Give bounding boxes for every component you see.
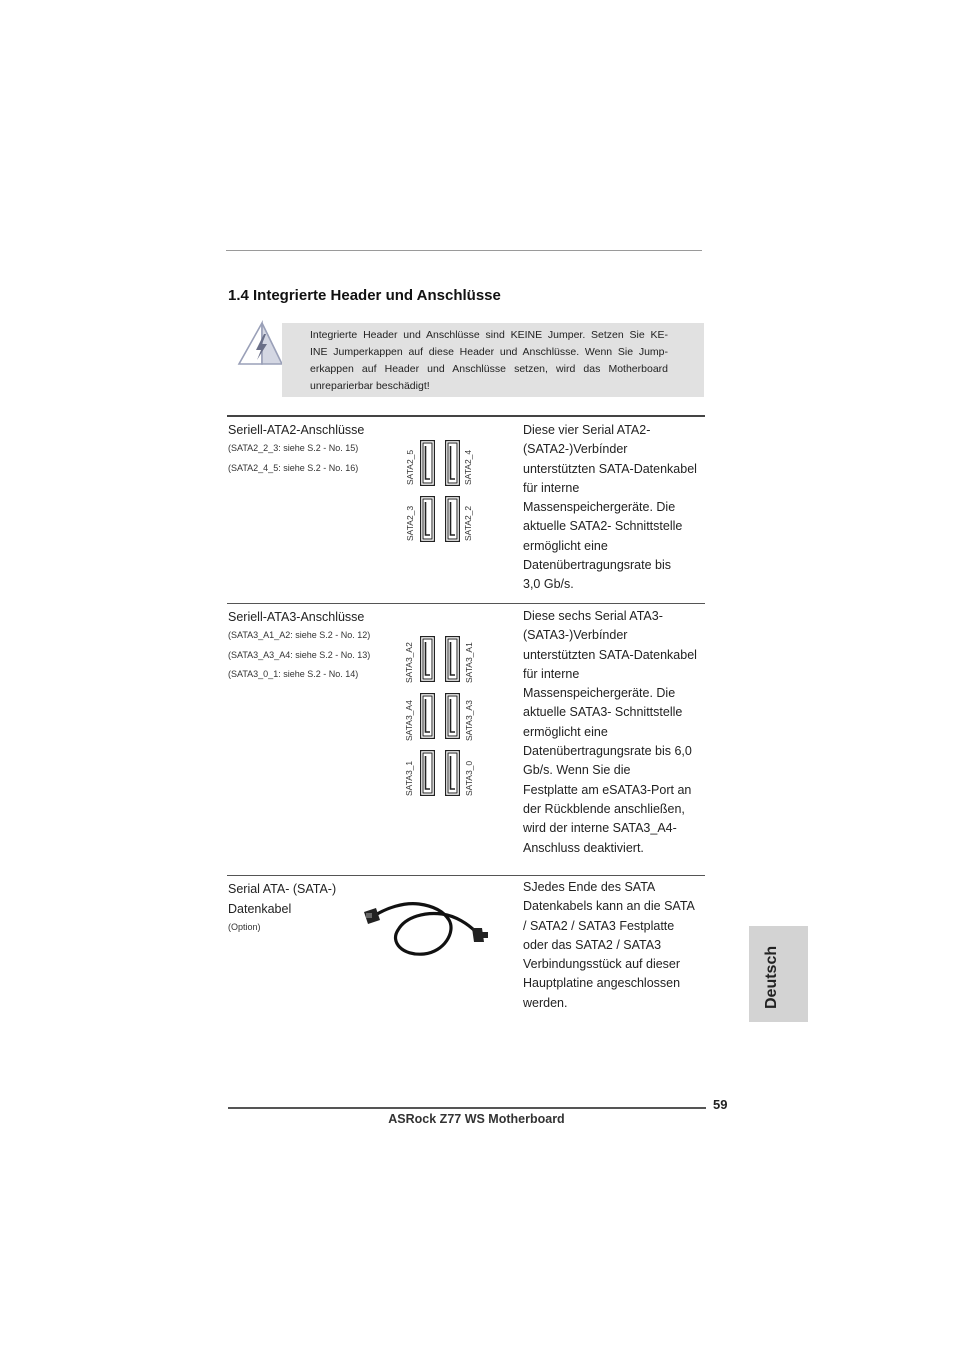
description-line: Festplatte am eSATA3-Port an [523,782,692,797]
description-line: für interne [523,666,580,681]
description-line: Gb/s. Wenn Sie die [523,763,631,778]
sata2-ref: (SATA2_2_3: siehe S.2 - No. 15) [228,443,359,453]
description-line: Massenspeichergeräte. Die [523,500,676,515]
row-divider [227,603,705,604]
description-line: ermöglicht eine [523,538,608,553]
port-label: SATA3_0 [464,760,474,796]
page-number: 59 [713,1097,728,1112]
row-divider [227,875,705,876]
description-line: aktuelle SATA2- Schnittstelle [523,519,683,534]
description-line: Datenübertragungsrate bis 6,0 [523,744,692,759]
sata-port-icon [445,693,460,739]
description-line: der Rückblende anschließen, [523,801,685,816]
sata3-ref: (SATA3_A1_A2: siehe S.2 - No. 12) [228,630,371,640]
sata-port-icon [420,636,435,682]
warning-triangle-icon [236,320,284,368]
sata3-ref: (SATA3_A3_A4: siehe S.2 - No. 13) [228,650,371,660]
description-line: wird der interne SATA3_A4- [523,821,677,836]
description-line: (SATA2-)Verbínder [523,442,628,457]
sata-cable-title: Datenkabel [228,902,292,916]
sata-port-icon [420,496,435,542]
port-label: SATA2_2 [463,505,473,541]
sata-cable-title: Serial ATA- (SATA-) [228,882,337,896]
description-line: für interne [523,480,580,495]
language-tab-label: Deutsch [763,945,780,1009]
warning-note-line: erkappen auf Header und Anschlüsse setzen, wird das Motherboard [310,363,668,375]
sata-port-icon [445,496,460,542]
language-tab [749,926,808,1022]
port-label: SATA3_1 [404,760,414,796]
description-line: Hauptplatine angeschlossen [523,976,681,991]
sata2-title: Seriell-ATA2-Anschlüsse [228,423,365,437]
description-line: unterstützten SATA-Datenkabel [523,647,697,662]
port-label: SATA2_5 [405,449,415,485]
footer-rule [228,1107,706,1109]
sata-port-icon [420,693,435,739]
description-line: (SATA3-)Verbínder [523,628,628,643]
description-line: SJedes Ende des SATA [523,880,656,894]
description-line: / SATA2 / SATA3 Festplatte [523,918,675,933]
description-line: Massenspeichergeräte. Die [523,686,676,701]
description-line: Diese vier Serial ATA2- [523,423,651,437]
sata-port-icon [445,750,460,796]
description-line: Diese sechs Serial ATA3- [523,609,663,623]
sata-cable-description [523,878,708,1013]
sata-port-icon [420,440,435,486]
top-divider [226,250,702,251]
description-line: werden. [523,995,568,1010]
description-line: Datenkabels kann an die SATA [523,899,695,914]
description-line: Datenübertragungsrate bis [523,558,672,573]
sata-port-icon [445,636,460,682]
description-line: 3,0 Gb/s. [523,577,574,592]
sata-port-icon [445,440,460,486]
port-label: SATA3_A1 [464,642,474,683]
footer-title: ASRock Z77 WS Motherboard [388,1112,565,1126]
description-line: Anschluss deaktiviert. [523,840,644,855]
warning-note-line: Integrierte Header und Anschlüsse sind KEINE Jumper. Setzen Sie KE- [310,329,668,341]
description-line: unterstützten SATA-Datenkabel [523,461,697,476]
port-label: SATA2_4 [463,449,473,485]
description-line: ermöglicht eine [523,724,608,739]
sata-cable-icon [364,892,490,958]
port-label: SATA3_A3 [464,700,474,741]
table-top-rule [227,415,705,417]
port-label: SATA3_A2 [404,642,414,683]
warning-note [282,323,704,397]
sata3-description [523,607,708,858]
sata2-description [523,421,708,595]
description-line: aktuelle SATA3- Schnittstelle [523,705,683,720]
warning-note-line: INE Jumperkappen auf diese Header und Anschlüsse. Wenn Sie Jump- [310,346,668,358]
sata-port-icon [420,750,435,796]
port-label: SATA3_A4 [404,700,414,741]
sata3-title: Seriell-ATA3-Anschlüsse [228,610,365,624]
description-line: Verbindungsstück auf dieser [523,957,681,972]
description-line: oder das SATA2 / SATA3 [523,937,662,952]
warning-note-line: unreparierbar beschädigt! [310,380,430,392]
sata2-ref: (SATA2_4_5: siehe S.2 - No. 16) [228,463,359,473]
sata-cable-option: (Option) [228,922,261,932]
warning-note-text [310,327,668,395]
section-title: 1.4 Integrierte Header und Anschlüsse [228,287,501,304]
port-label: SATA2_3 [405,505,415,541]
sata3-ref: (SATA3_0_1: siehe S.2 - No. 14) [228,669,359,679]
